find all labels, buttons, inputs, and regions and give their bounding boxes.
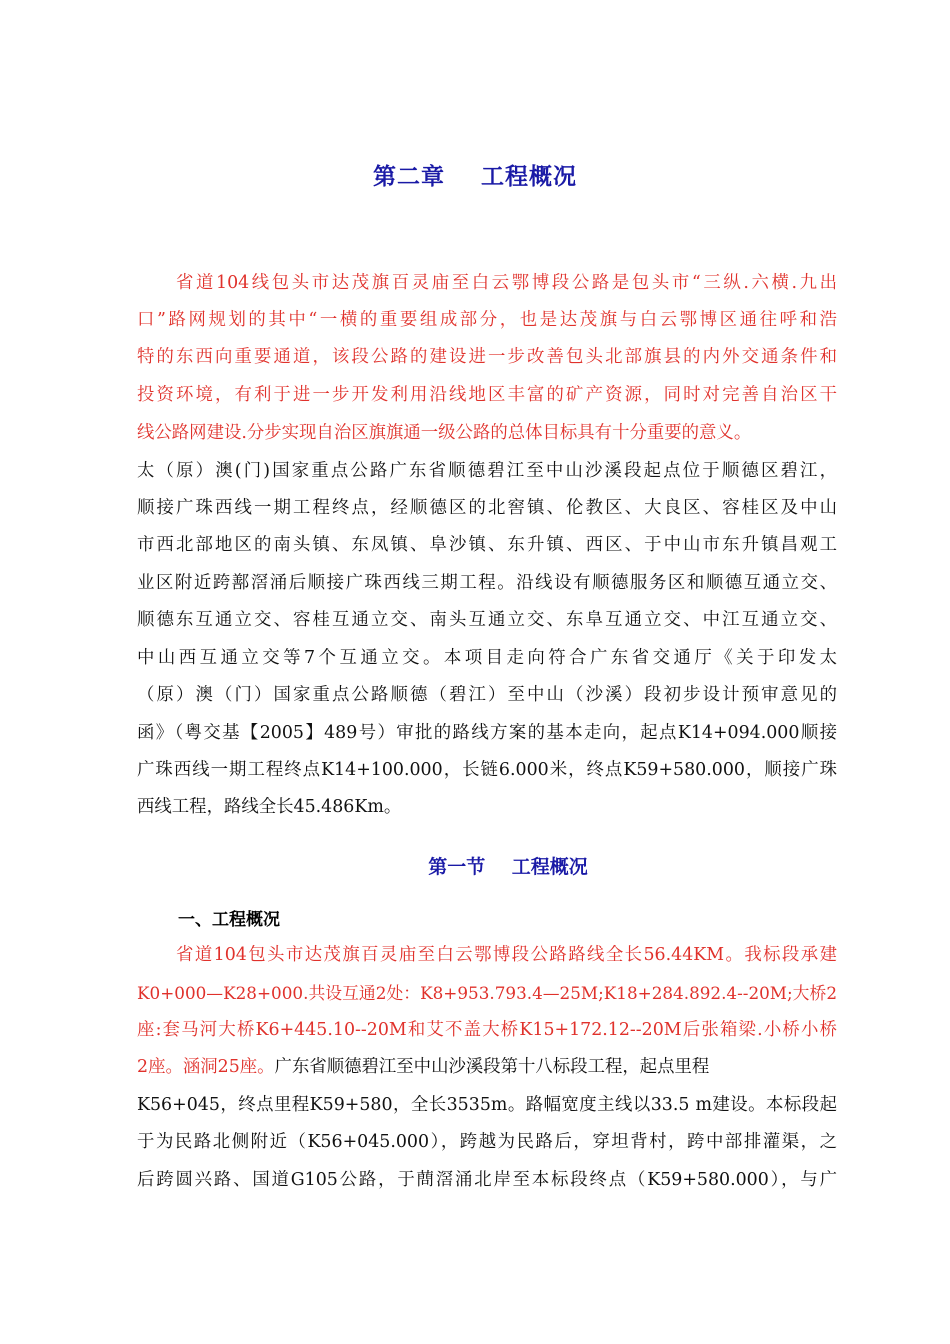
paragraph3-line-1: 省道104包头市达茂旗百灵庙至白云鄂博段公路路线全长56.44KM。我标段承建 — [176, 945, 837, 965]
paragraph3-line-3: 座:套马河大桥K6+445.10--20M和艾不盖大桥K15+172.12--20M后张箱梁.小桥小桥 — [137, 1020, 837, 1040]
paragraph4-line-2: 于为民路北侧附近（K56+045.000），跨越为民路后，穿坦背村，跨中部排灌渠，之 — [137, 1132, 837, 1152]
paragraph3-line-2: K0+000—K28+000.共设互通2处：K8+953.793.4—25M;K18+284.892.4--20M;大桥2 — [137, 983, 837, 1003]
paragraph4-line-1: K56+045，终点里程K59+580，全长3535m。路幅宽度主线以33.5 m建设。本标段起 — [137, 1095, 837, 1115]
paragraph2-line-1: 太（原）澳(门)国家重点公路广东省顺德碧江至中山沙溪段起点位于顺德区碧江， — [137, 461, 837, 481]
paragraph2-line-7: （原）澳（门）国家重点公路顺德（碧江）至中山（沙溪）段初步设计预审意见的 — [137, 685, 837, 705]
subsection-title: 一、工程概况 — [178, 910, 280, 930]
paragraph2-line-2: 顺接广珠西线一期工程终点，经顺德区的北窖镇、伦教区、大良区、容桂区及中山 — [137, 498, 837, 518]
paragraph2-line-3: 市西北部地区的南头镇、东凤镇、阜沙镇、东升镇、西区、于中山市东升镇昌观工 — [137, 535, 837, 555]
paragraph4-line-3: 后跨圆兴路、国道G105公路，于蔄滘涌北岸至本标段终点（K59+580.000），与广 — [137, 1170, 837, 1190]
paragraph1-line-4: 投资环境，有利于进一步开发利用沿线地区丰富的矿产资源，同时对完善自治区干 — [137, 385, 837, 405]
paragraph1-line-1: 省道104线包头市达茂旗百灵庙至白云鄂博段公路是包头市“三纵.六横.九出 — [176, 273, 837, 293]
chapter-title: 第二章 工程概况 — [372, 164, 578, 190]
paragraph2-line-6: 中山西互通立交等7个互通立交。本项目走向符合广东省交通厅《关于印发太 — [137, 648, 837, 668]
paragraph3-continuation: 广东省顺德碧江至中山沙溪段第十八标段工程，起点里程 — [274, 1057, 710, 1077]
paragraph1-line-3: 特的东西向重要通道，该段公路的建设进一步改善包头北部旗县的内外交通条件和 — [137, 347, 837, 367]
paragraph1-line-5: 线公路网建设.分步实现自治区旗旗通一级公路的总体目标具有十分重要的意义。 — [137, 423, 752, 443]
paragraph2-line-10: 西线工程，路线全长45.486Km。 — [137, 797, 402, 817]
paragraph3-line-4-red: 2座。涵洞25座。 — [137, 1057, 275, 1077]
paragraph2-line-8: 函》（粤交基【2005】489号）审批的路线方案的基本走向，起点K14+094.000顺接 — [137, 723, 837, 743]
paragraph3-line-4 — [137, 1052, 837, 1082]
section-title: 第一节 工程概况 — [428, 856, 588, 878]
paragraph2-line-4: 业区附近跨鄯滘涌后顺接广珠西线三期工程。沿线设有顺德服务区和顺德互通立交、 — [137, 573, 837, 593]
paragraph2-line-9: 广珠西线一期工程终点K14+100.000，长链6.000米，终点K59+580.000，顺接广珠 — [137, 760, 837, 780]
paragraph1-line-2: 口”路网规划的其中“一横的重要组成部分，也是达茂旗与白云鄂博区通往呼和浩 — [137, 310, 837, 330]
paragraph2-line-5: 顺德东互通立交、容桂互通立交、南头互通立交、东阜互通立交、中江互通立交、 — [137, 610, 837, 630]
